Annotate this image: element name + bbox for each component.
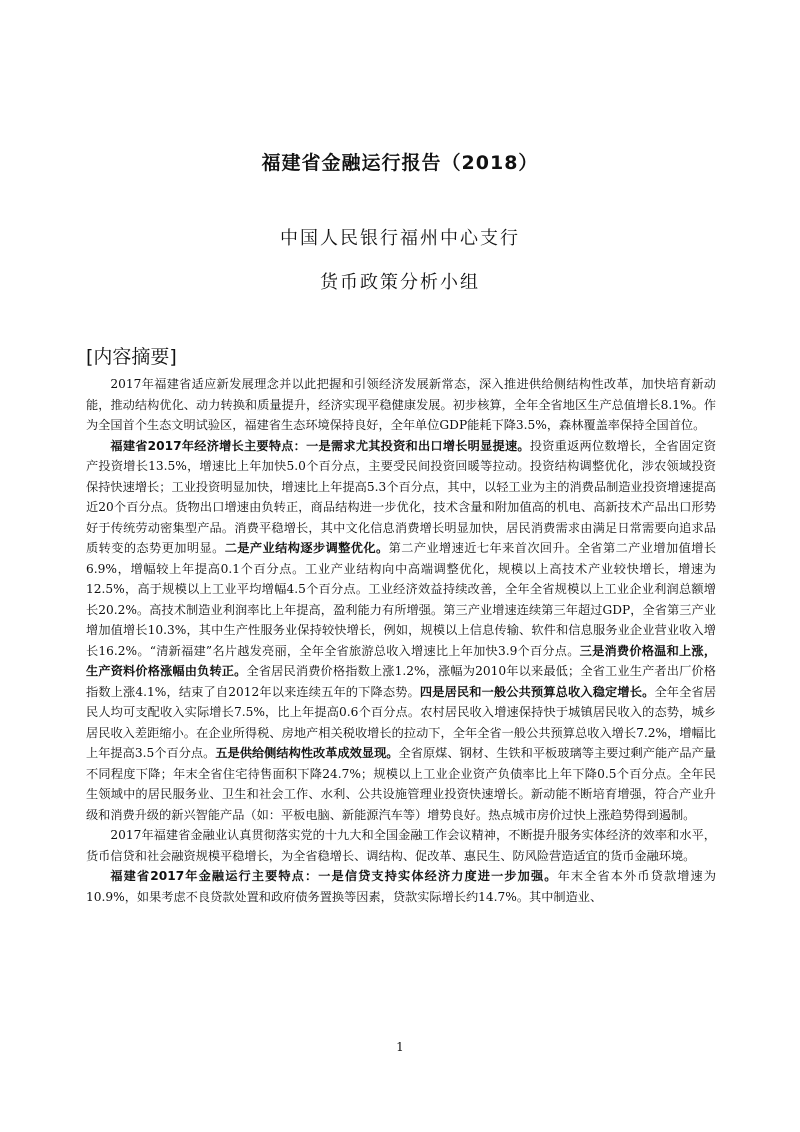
- section-heading: [内容摘要]: [86, 346, 177, 368]
- bold-lead: 福建省2017年金融运行主要特点：一是信贷支持实体经济力度进一步加强。: [110, 869, 558, 883]
- document-body: [86, 374, 716, 907]
- paragraph-text: 投资重返两位数增长，全省固定资产投资增长13.5%，增速比上年加快5.0个百分点，主要受民间投资回暖等拉动。投资结构调整优化，涉农领域投资保持快速增长；工业投资明显加快，增速比上年提高5.3个百分点，其中，以轻工业为主的消费品制造业投资增速提高近20个百分点。货物出口增速由负转正，商品结构进一步优化，技术含量和附加值高的机电、高新技术产品出口形势好于传统劳动密集型产品。消费平稳增长，其中文化信息消费增长明显加快，居民消费需求由满足日常需要向追求品质转变的态势更加明显。: [86, 438, 717, 555]
- bold-lead: 二是产业结构逐步调整优化。: [224, 541, 389, 555]
- paragraph: [86, 866, 716, 907]
- paragraph: [86, 374, 716, 436]
- page-number: 1: [396, 1040, 404, 1054]
- bold-lead: 福建省2017年经济增长主要特点：一是需求尤其投资和出口增长明显提速。: [110, 438, 530, 453]
- author-organization: 中国人民银行福州中心支行: [280, 228, 520, 249]
- bold-lead: 五是供给侧结构性改革成效显现。: [215, 746, 399, 760]
- paragraph-text: 2017年福建省适应新发展理念并以此把握和引领经济发展新常态，深入推进供给侧结构性改革，加快培育新动能，推动结构优化、动力转换和质量提升，经济实现平稳健康发展。初步核算，全年全省地区生产总值增长8.1%。作为全国首个生态文明试验区，福建省生态环境保持良好，全年单位GDP能耗下降3.5%，森林覆盖率保持全国首位。: [86, 377, 716, 432]
- paragraph-text: 全省居民消费价格指数上涨1.2%，涨幅为2010年以来最低；全省工业生产者出厂价格指数上涨4.1%，结束了自2012年以来连续五年的下降态势。: [86, 664, 716, 699]
- paragraph-text: 年末全省本外币贷款增速为10.9%，如果考虑不良贷款处置和政府债务置换等因素，贷款实际增长约14.7%。其中制造业、: [86, 869, 717, 904]
- bold-lead: 三是消费价格温和上涨，生产资料价格涨幅由负转正。: [86, 643, 717, 678]
- paragraph-text: 全年全省居民人均可支配收入实际增长7.5%，比上年提高0.6个百分点。农村居民收入增速保持快于城镇居民收入的态势，城乡居民收入差距缩小。在企业所得税、房地产相关税收增长的拉动下，全年全省一般公共预算总收入增长7.2%，增幅比上年提高3.5个百分点。: [86, 684, 717, 760]
- bold-lead: 四是居民和一般公共预算总收入稳定增长。: [419, 684, 655, 699]
- paragraph-text: 全省原煤、钢材、生铁和平板玻璃等主要过剩产能产品产量不同程度下降；年末全省住宅待售面积下降24.7%；规模以上工业企业资产负债率比上年下降0.5个百分点。全年民生领域中的居民服务业、卫生和社会工作、水利、公共设施管理业投资快速增长。新动能不断培育增强，符合产业升级和消费升级的新兴智能产品（如：平板电脑、新能源汽车等）增势良好。热点城市房价过快上涨趋势得到遏制。: [86, 746, 717, 822]
- paragraph: [86, 825, 716, 866]
- author-group: 货币政策分析小组: [320, 272, 480, 293]
- paragraph-text: 第二产业增速近七年来首次回升。全省第二产业增加值增长6.9%，增幅较上年提高0.1个百分点。工业产业结构向中高端调整优化，规模以上高技术产业较快增长，增速为12.5%，高于规模以上工业平均增幅4.5个百分点。工业经济效益持续改善，全年全省规模以上工业企业利润总额增长20.2%。高技术制造业利润率比上年提高，盈利能力有所增强。第三产业增速连续第三年超过GDP，全省第三产业增加值增长10.3%，其中生产性服务业保持较快增长，例如，规模以上信息传输、软件和信息服务业企业营业收入增长16.2%。“清新福建”名片越发亮丽，全年全省旅游总收入增速比上年加快3.9个百分点。: [86, 541, 717, 658]
- document-title: 福建省金融运行报告（2018）: [261, 152, 539, 174]
- paragraph-text: 2017年福建省金融业认真贯彻落实党的十九大和全国金融工作会议精神，不断提升服务实体经济的效率和水平，货币信贷和社会融资规模平稳增长，为全省稳增长、调结构、促改革、惠民生、防风险营造适宜的货币金融环境。: [86, 828, 716, 863]
- paragraph: [86, 436, 716, 826]
